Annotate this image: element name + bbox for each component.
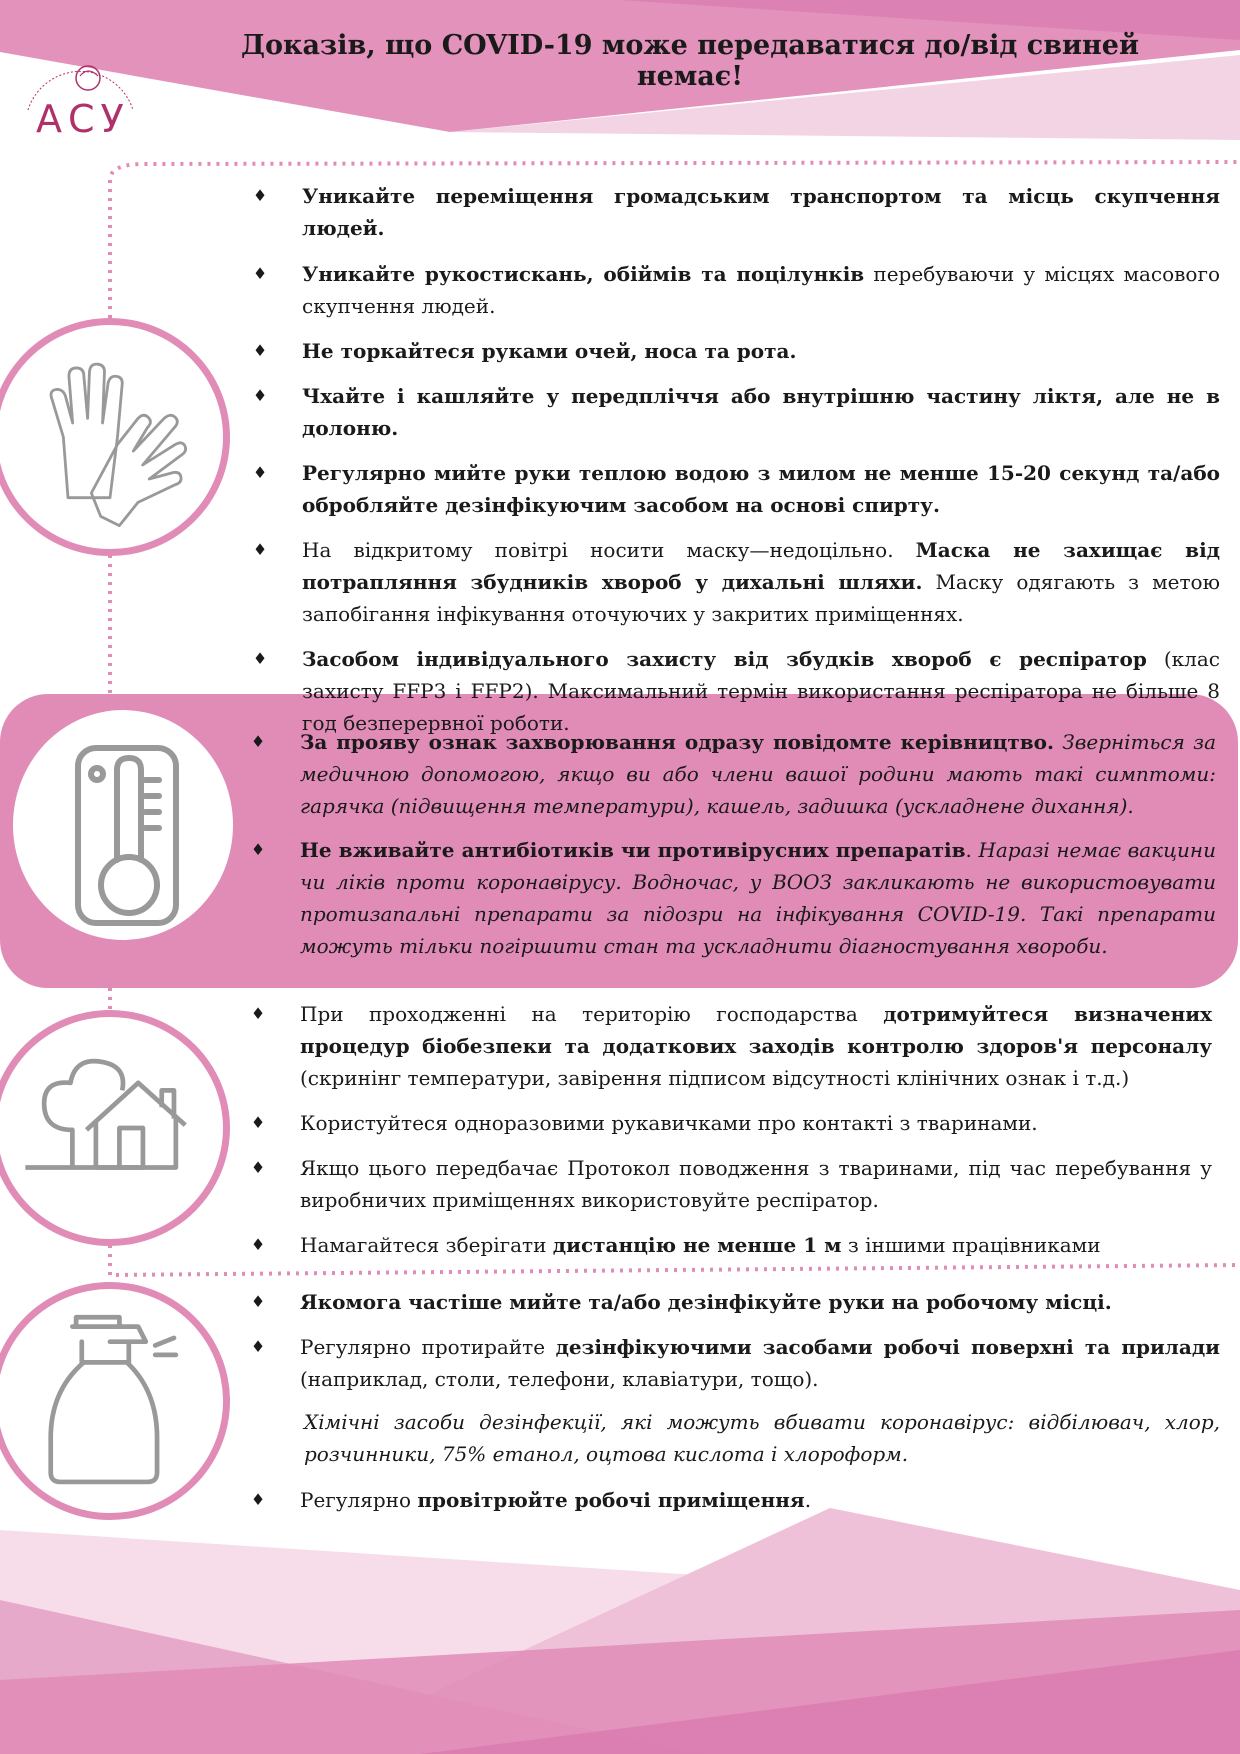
list-item: ♦ Уникайте переміщення громадським транспортом та місць скупчення людей. (252, 184, 1220, 240)
list-item: ♦ Не вживайте антибіотиків чи противірусних препаратів. Наразі немає вакцини чи ліків проти коронавірусу. Водночас, у ВООЗ закликають не використовувати протизапальні препарати за підозри на інфікування COVID-19. Такі препарати можуть тільки погіршити стан та ускладнити діагностування хвороби. (250, 838, 1216, 958)
farm-house-icon-circle (0, 1010, 230, 1246)
spray-bottle-icon (0, 1289, 223, 1513)
thermometer-icon-circle (13, 710, 233, 940)
logo-letters: АСУ (36, 97, 130, 140)
list-item: ♦ Засобом індивідуального захисту від збудків хвороб є респіратор (клас захисту FFP3 і FFP2). Максимальний термін використання респіратора не більше 8 год безперервної роботи. (252, 647, 1220, 735)
list-item: ♦ На відкритому повітрі носити маску—недоцільно. Маска не захищає від потрапляння збудників хвороб у дихальні шляхи. Маску одягають з метою запобігання інфікування оточуючих у закритих приміщеннях. (252, 538, 1220, 626)
list-item: ♦ Не торкайтеся руками очей, носа та рота. (252, 339, 797, 363)
gloves-icon-circle (0, 318, 230, 556)
list-item: ♦ Намагайтеся зберігати дистанцію не менше 1 м з іншими працівниками (250, 1233, 1101, 1257)
disinfectants-note: Хімічні засоби дезінфекції, які можуть вбивати коронавірус: відбілювач, хлор, розчинники, 75% етанол, оцтова кислота і хлороформ. (304, 1410, 1220, 1466)
asu-logo (18, 40, 143, 140)
list-item: ♦ Якщо цього передбачає Протокол поводження з тваринами, під час перебування у виробничих приміщеннях використовуйте респіратор. (250, 1156, 1212, 1212)
list-item: ♦ Чхайте і кашляйте у передпліччя або внутрішню частину ліктя, але не в долоню. (252, 384, 1220, 440)
list-item: ♦ Регулярно мийте руки теплою водою з милом не менше 15-20 секунд та/або обробляйте дезінфікуючим засобом на основі спирту. (252, 461, 1220, 517)
section-hygiene-list (248, 180, 1220, 739)
list-item: ♦ Користуйтеся одноразовими рукавичками про контакті з тваринами. (250, 1111, 1038, 1135)
thermometer-icon (13, 710, 233, 940)
section-farm-list (246, 998, 1212, 1261)
farm-house-icon (0, 1017, 223, 1239)
spray-bottle-icon-circle (0, 1282, 230, 1520)
section-ventilation-list (246, 1484, 1220, 1516)
list-item: ♦ Регулярно провітрюйте робочі приміщення. (250, 1488, 812, 1512)
page-title: Доказів, що COVID-19 може передаватися до/від свиней немає! (241, 30, 1139, 92)
list-item: ♦ За прояву ознак захворювання одразу повідомте керівництво. Зверніться за медичною допомогою, якщо ви або члени вашої родини мають такі симптоми: гарячка (підвищення температури), кашель, задишка (ускладнене дихання). (250, 730, 1217, 818)
section-workplace-list (246, 1286, 1220, 1395)
gloves-icon (0, 325, 223, 549)
section-symptoms-list (246, 726, 1216, 962)
list-item: ♦ При проходженні на територію господарства дотримуйтеся визначених процедур біобезпеки та додаткових заходів контролю здоров'я персоналу (скринінг температури, завірення підписом відсутності клінічних ознак і т.д.) (250, 1002, 1213, 1090)
list-item: ♦ Регулярно протирайте дезінфікуючими засобами робочі поверхні та прилади (наприклад, столи, телефони, клавіатури, тощо). (250, 1335, 1221, 1391)
list-item: ♦ Уникайте рукостискань, обіймів та поцілунків перебуваючи у місцях масового скупчення людей. (252, 262, 1220, 318)
list-item: ♦ Якомога частіше мийте та/або дезінфікуйте руки на робочому місці. (250, 1290, 1112, 1314)
